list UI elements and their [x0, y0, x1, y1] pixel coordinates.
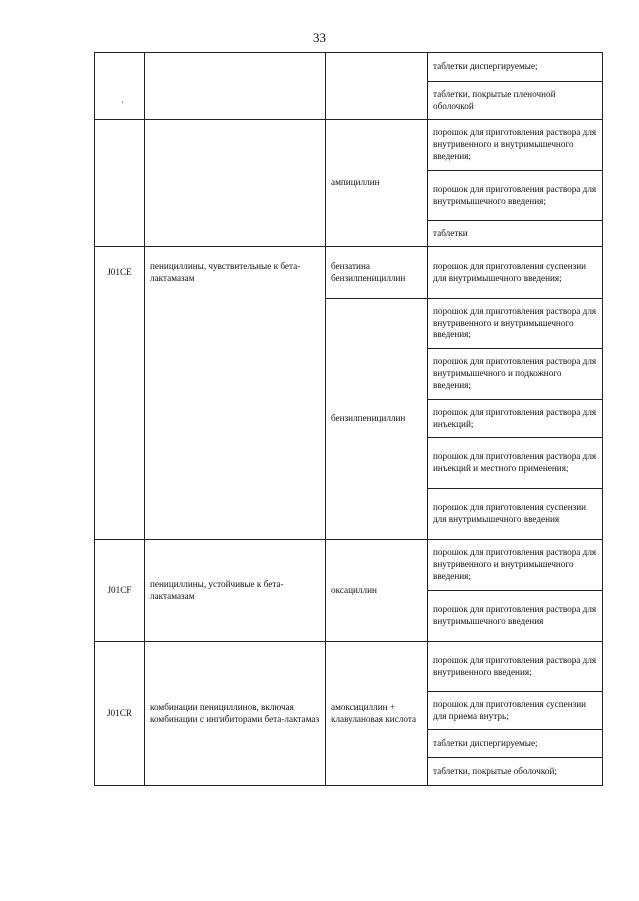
drug-name-cell [326, 53, 428, 120]
dosage-form-cell: порошок для приготовления раствора для внутримышечного и подкожного введения; [428, 349, 603, 400]
atc-code-cell [95, 53, 145, 120]
dosage-form-cell: порошок для приготовления суспензии для внутримышечного введения; [428, 247, 603, 299]
atc-code-cell: J01CE [95, 247, 145, 540]
table-row [95, 540, 603, 591]
dosage-form-cell: порошок для приготовления раствора для внутривенного и внутримышечного введения; [428, 540, 603, 591]
atc-code-cell [95, 120, 145, 247]
drug-name-cell: ампициллин [326, 120, 428, 247]
dosage-form-cell: порошок для приготовления раствора для внутримышечного введения [428, 591, 603, 642]
dosage-form-cell: таблетки [428, 221, 603, 247]
dosage-form-cell: порошок для приготовления суспензии для приема внутрь; [428, 692, 603, 730]
atc-code-cell: J01CF [95, 540, 145, 642]
dosage-form-cell: порошок для приготовления раствора для внутривенного введения; [428, 642, 603, 692]
dosage-form-cell: таблетки диспергируемые; [428, 53, 603, 82]
group-cell [145, 53, 326, 120]
drug-table [94, 52, 603, 786]
dosage-form-cell: таблетки, покрытые оболочкой; [428, 758, 603, 786]
group-cell [145, 120, 326, 247]
group-cell: пенициллины, устойчивые к бета-лактамазам [145, 540, 326, 642]
page-number: 33 [313, 30, 326, 45]
scan-speck: · [121, 97, 124, 107]
table-row [95, 53, 603, 82]
group-cell: комбинации пенициллинов, включая комбинации с ингибиторами бета-лактамаз [145, 642, 326, 786]
dosage-form-cell: порошок для приготовления раствора для внутримышечного введения; [428, 171, 603, 221]
table-row [95, 120, 603, 171]
dosage-form-cell: порошок для приготовления суспензии для внутримышечного введения [428, 489, 603, 540]
drug-name-cell: бензилпенициллин [326, 299, 428, 540]
dosage-form-cell: таблетки диспергируемые; [428, 730, 603, 758]
dosage-form-cell: порошок для приготовления раствора для инъекций; [428, 400, 603, 438]
group-cell: пенициллины, чувствительные к бета-лактамазам [145, 247, 326, 540]
table-row [95, 247, 603, 299]
table-row [95, 642, 603, 692]
atc-code-cell: J01CR [95, 642, 145, 786]
drug-name-cell: оксациллин [326, 540, 428, 642]
dosage-form-cell: таблетки, покрытые пленочной оболочкой [428, 82, 603, 120]
dosage-form-cell: порошок для приготовления раствора для инъекций и местного применения; [428, 438, 603, 489]
dosage-form-cell: порошок для приготовления раствора для внутривенного и внутримышечного введения; [428, 299, 603, 349]
drug-name-cell: бензатина бензилпенициллин [326, 247, 428, 299]
dosage-form-cell: порошок для приготовления раствора для внутривенного и внутримышечного введения; [428, 120, 603, 171]
drug-name-cell: амоксициллин + клавулановая кислота [326, 642, 428, 786]
